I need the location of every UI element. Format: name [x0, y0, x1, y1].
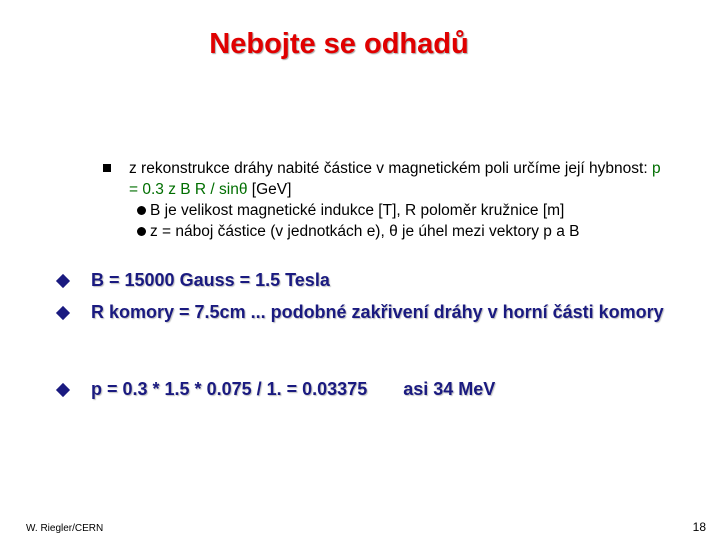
sub-sub-item-text: z = náboj částice (v jednotkách e), θ je úhel mezi vektory p a B: [150, 223, 580, 240]
slide-title: Nebojte se odhadů: [209, 28, 469, 60]
footer-author: W. Riegler/CERN: [26, 523, 104, 534]
page-number: 18: [692, 520, 706, 534]
momentum-calculation: p = 0.3 * 1.5 * 0.075 / 1. = 0.03375: [91, 379, 368, 399]
sub-sub-item-text: B je velikost magnetické indukce [T], R poloměr kružnice [m]: [150, 202, 565, 219]
main-bullet-text: B = 15000 Gauss = 1.5 Tesla: [91, 270, 330, 290]
momentum-formula: p = 0.3 z B R / sinθ: [129, 160, 661, 198]
main-bullet: [55, 301, 695, 324]
sub-sub-item: [105, 221, 665, 242]
main-bullet-text: R komory = 7.5cm ... podobné zakřivení dráhy v horní části komory: [91, 302, 664, 322]
sub-bullet-block: [105, 158, 665, 242]
sub-sub-item: [105, 200, 665, 221]
sub-bullet-text: [105, 158, 665, 200]
main-bullet-text: [55, 378, 695, 401]
dot-bullet-icon: [137, 227, 146, 236]
square-bullet-icon: [103, 164, 111, 172]
main-bullet: [55, 378, 695, 401]
main-bullet: [55, 269, 695, 292]
sub-bullet-text-part1: z rekonstrukce dráhy nabité částice v magnetickém poli určíme její hybnost:: [129, 160, 652, 177]
momentum-result: asi 34 MeV: [403, 379, 496, 399]
formula-unit: [GeV]: [247, 181, 292, 198]
dot-bullet-icon: [137, 206, 146, 215]
